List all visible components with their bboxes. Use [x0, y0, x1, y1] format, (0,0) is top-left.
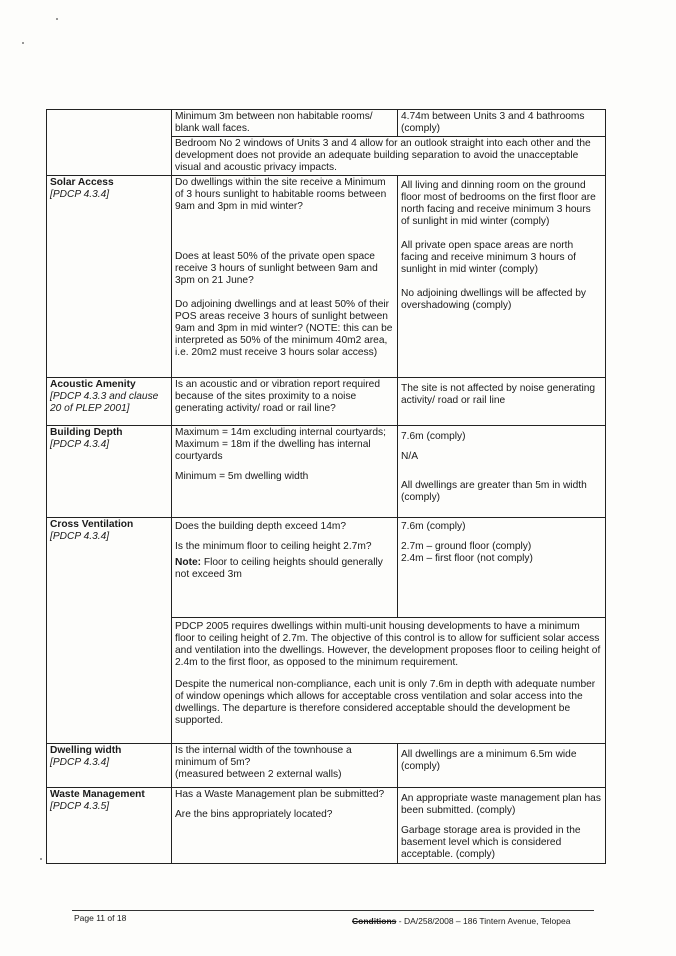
requirement-cell: [172, 744, 398, 788]
note-prefix: Note:: [175, 557, 202, 568]
answer-text: N/A: [401, 451, 418, 462]
question-text: Maximum = 14m excluding internal courtyards;: [175, 427, 386, 438]
compliance-cell: [398, 176, 606, 378]
question-text: Are the bins appropriately located?: [175, 809, 333, 820]
note-text: Floor to ceiling heights should generally not exceed 3m: [175, 557, 383, 580]
note-paragraph: Despite the numerical non-compliance, each unit is only 7.6m in depth with adequate number of window openings which allows for acceptable cross ventilation and solar access into the dwellings. The departure is therefore considered acceptable should the development be supported.: [175, 679, 596, 726]
label-cell: [47, 378, 172, 426]
table-row: [47, 176, 606, 378]
answer-text: The site is not affected by noise generating activity/ road or rail line: [401, 383, 596, 406]
table-row: [47, 426, 606, 518]
note-cell: [172, 618, 606, 744]
row-title: Solar Access: [50, 177, 114, 188]
row-reference: [PDCP 4.3.4]: [50, 757, 110, 768]
requirement-cell: Minimum 3m between non habitable rooms/ blank wall faces.: [172, 110, 398, 137]
compliance-cell: [398, 788, 606, 864]
answer-text: All dwellings are greater than 5m in width (comply): [401, 480, 587, 503]
footer-divider: [72, 910, 594, 911]
answer-text: 7.6m (comply): [401, 431, 466, 442]
answer-text: 2.4m – first floor (not comply): [401, 553, 533, 564]
answer-text: 7.6m (comply): [401, 521, 466, 532]
row-reference: [PDCP 4.3.5]: [50, 801, 110, 812]
question-text: Do dwellings within the site receive a Minimum of 3 hours sunlight to habitable rooms between 9am and 3pm in mid winter?: [175, 177, 387, 212]
compliance-cell: [398, 518, 606, 618]
requirement-cell: Is an acoustic and or vibration report required because of the sites proximity to a noise generating activity/ road or rail line?: [172, 378, 398, 426]
note-paragraph: PDCP 2005 requires dwellings within multi-unit housing developments to have a minimum floor to ceiling height of 2.7m. The objective of this control is to allow for sufficient solar access and ventilation into the dwellings. However, the development proposes floor to ceiling height of 2.4m to the first floor, as opposed to the minimum requirement.: [175, 621, 601, 668]
table-row: [47, 378, 606, 426]
row-reference: [PDCP 4.3.3 and clause 20 of PLEP 2001]: [50, 391, 159, 414]
question-text: Minimum = 5m dwelling width: [175, 471, 309, 482]
row-title: Acoustic Amenity: [50, 379, 136, 390]
row-reference: [PDCP 4.3.4]: [50, 189, 110, 200]
row-reference: [PDCP 4.3.4]: [50, 531, 110, 542]
compliance-cell: [398, 378, 606, 426]
assessment-table: [46, 109, 606, 864]
label-cell: [47, 110, 172, 176]
requirement-cell: [172, 788, 398, 864]
question-text: Does the building depth exceed 14m?: [175, 521, 347, 532]
struck-word: Conditions: [352, 916, 397, 926]
page-number: Page 11 of 18: [74, 913, 127, 923]
question-text: Has a Waste Management plan be submitted?: [175, 789, 385, 800]
footer-reference: [352, 916, 570, 926]
row-title: Building Depth: [50, 427, 123, 438]
answer-text: Garbage storage area is provided in the basement level which is considered acceptable. (comply): [401, 825, 581, 860]
table-row: [47, 744, 606, 788]
answer-text: An appropriate waste management plan has been submitted. (comply): [401, 793, 601, 816]
row-title: Dwelling width: [50, 745, 122, 756]
question-text: Do adjoining dwellings and at least 50% of their POS areas receive 3 hours of sunlight between 9am and 3pm in mid winter? (NOTE: this can be interpreted as 50% of the minimum 40m2 area, i.e. 20m2 must receive 3 hours solar access): [175, 299, 393, 358]
table-row: [47, 518, 606, 618]
label-cell: [47, 518, 172, 744]
requirement-cell: [172, 176, 398, 378]
row-title: Waste Management: [50, 789, 145, 800]
requirement-cell: [172, 426, 398, 518]
footer-ref-text: - DA/258/2008 – 186 Tintern Avenue, Telopea: [396, 916, 571, 926]
table-row: [47, 788, 606, 864]
question-text: Maximum = 18m if the dwelling has internal courtyards: [175, 439, 371, 462]
answer-text: All living and dinning room on the ground floor most of bedrooms on the first floor are north facing and receive minimum 3 hours of sunlight in mid winter (comply): [401, 180, 596, 227]
label-cell: [47, 744, 172, 788]
answer-text: All private open space areas are north facing and receive minimum 3 hours of sunlight in mid winter (comply): [401, 240, 576, 275]
label-cell: [47, 176, 172, 378]
compliance-cell: [398, 426, 606, 518]
compliance-cell: 4.74m between Units 3 and 4 bathrooms (comply): [398, 110, 606, 137]
question-text: Is the minimum floor to ceiling height 2.7m?: [175, 541, 372, 552]
label-cell: [47, 788, 172, 864]
question-text: Is the internal width of the townhouse a minimum of 5m? (measured between 2 external walls): [175, 745, 352, 780]
requirement-cell: [172, 518, 398, 618]
compliance-cell: [398, 744, 606, 788]
question-text: Does at least 50% of the private open space receive 3 hours of sunlight between 9am and 3pm on 21 June?: [175, 251, 378, 286]
row-title: Cross Ventilation: [50, 519, 134, 530]
answer-text: No adjoining dwellings will be affected by overshadowing (comply): [401, 288, 586, 311]
label-cell: [47, 426, 172, 518]
note-cell: Bedroom No 2 windows of Units 3 and 4 allow for an outlook straight into each other and the development does not provide an adequate building separation to avoid the unacceptable visual and acoustic privacy impacts.: [172, 137, 606, 176]
answer-text: All dwellings are a minimum 6.5m wide (comply): [401, 749, 577, 772]
question-text: [175, 557, 394, 581]
table-row: [47, 110, 606, 137]
row-reference: [PDCP 4.3.4]: [50, 439, 110, 450]
answer-text: 2.7m – ground floor (comply): [401, 541, 532, 552]
